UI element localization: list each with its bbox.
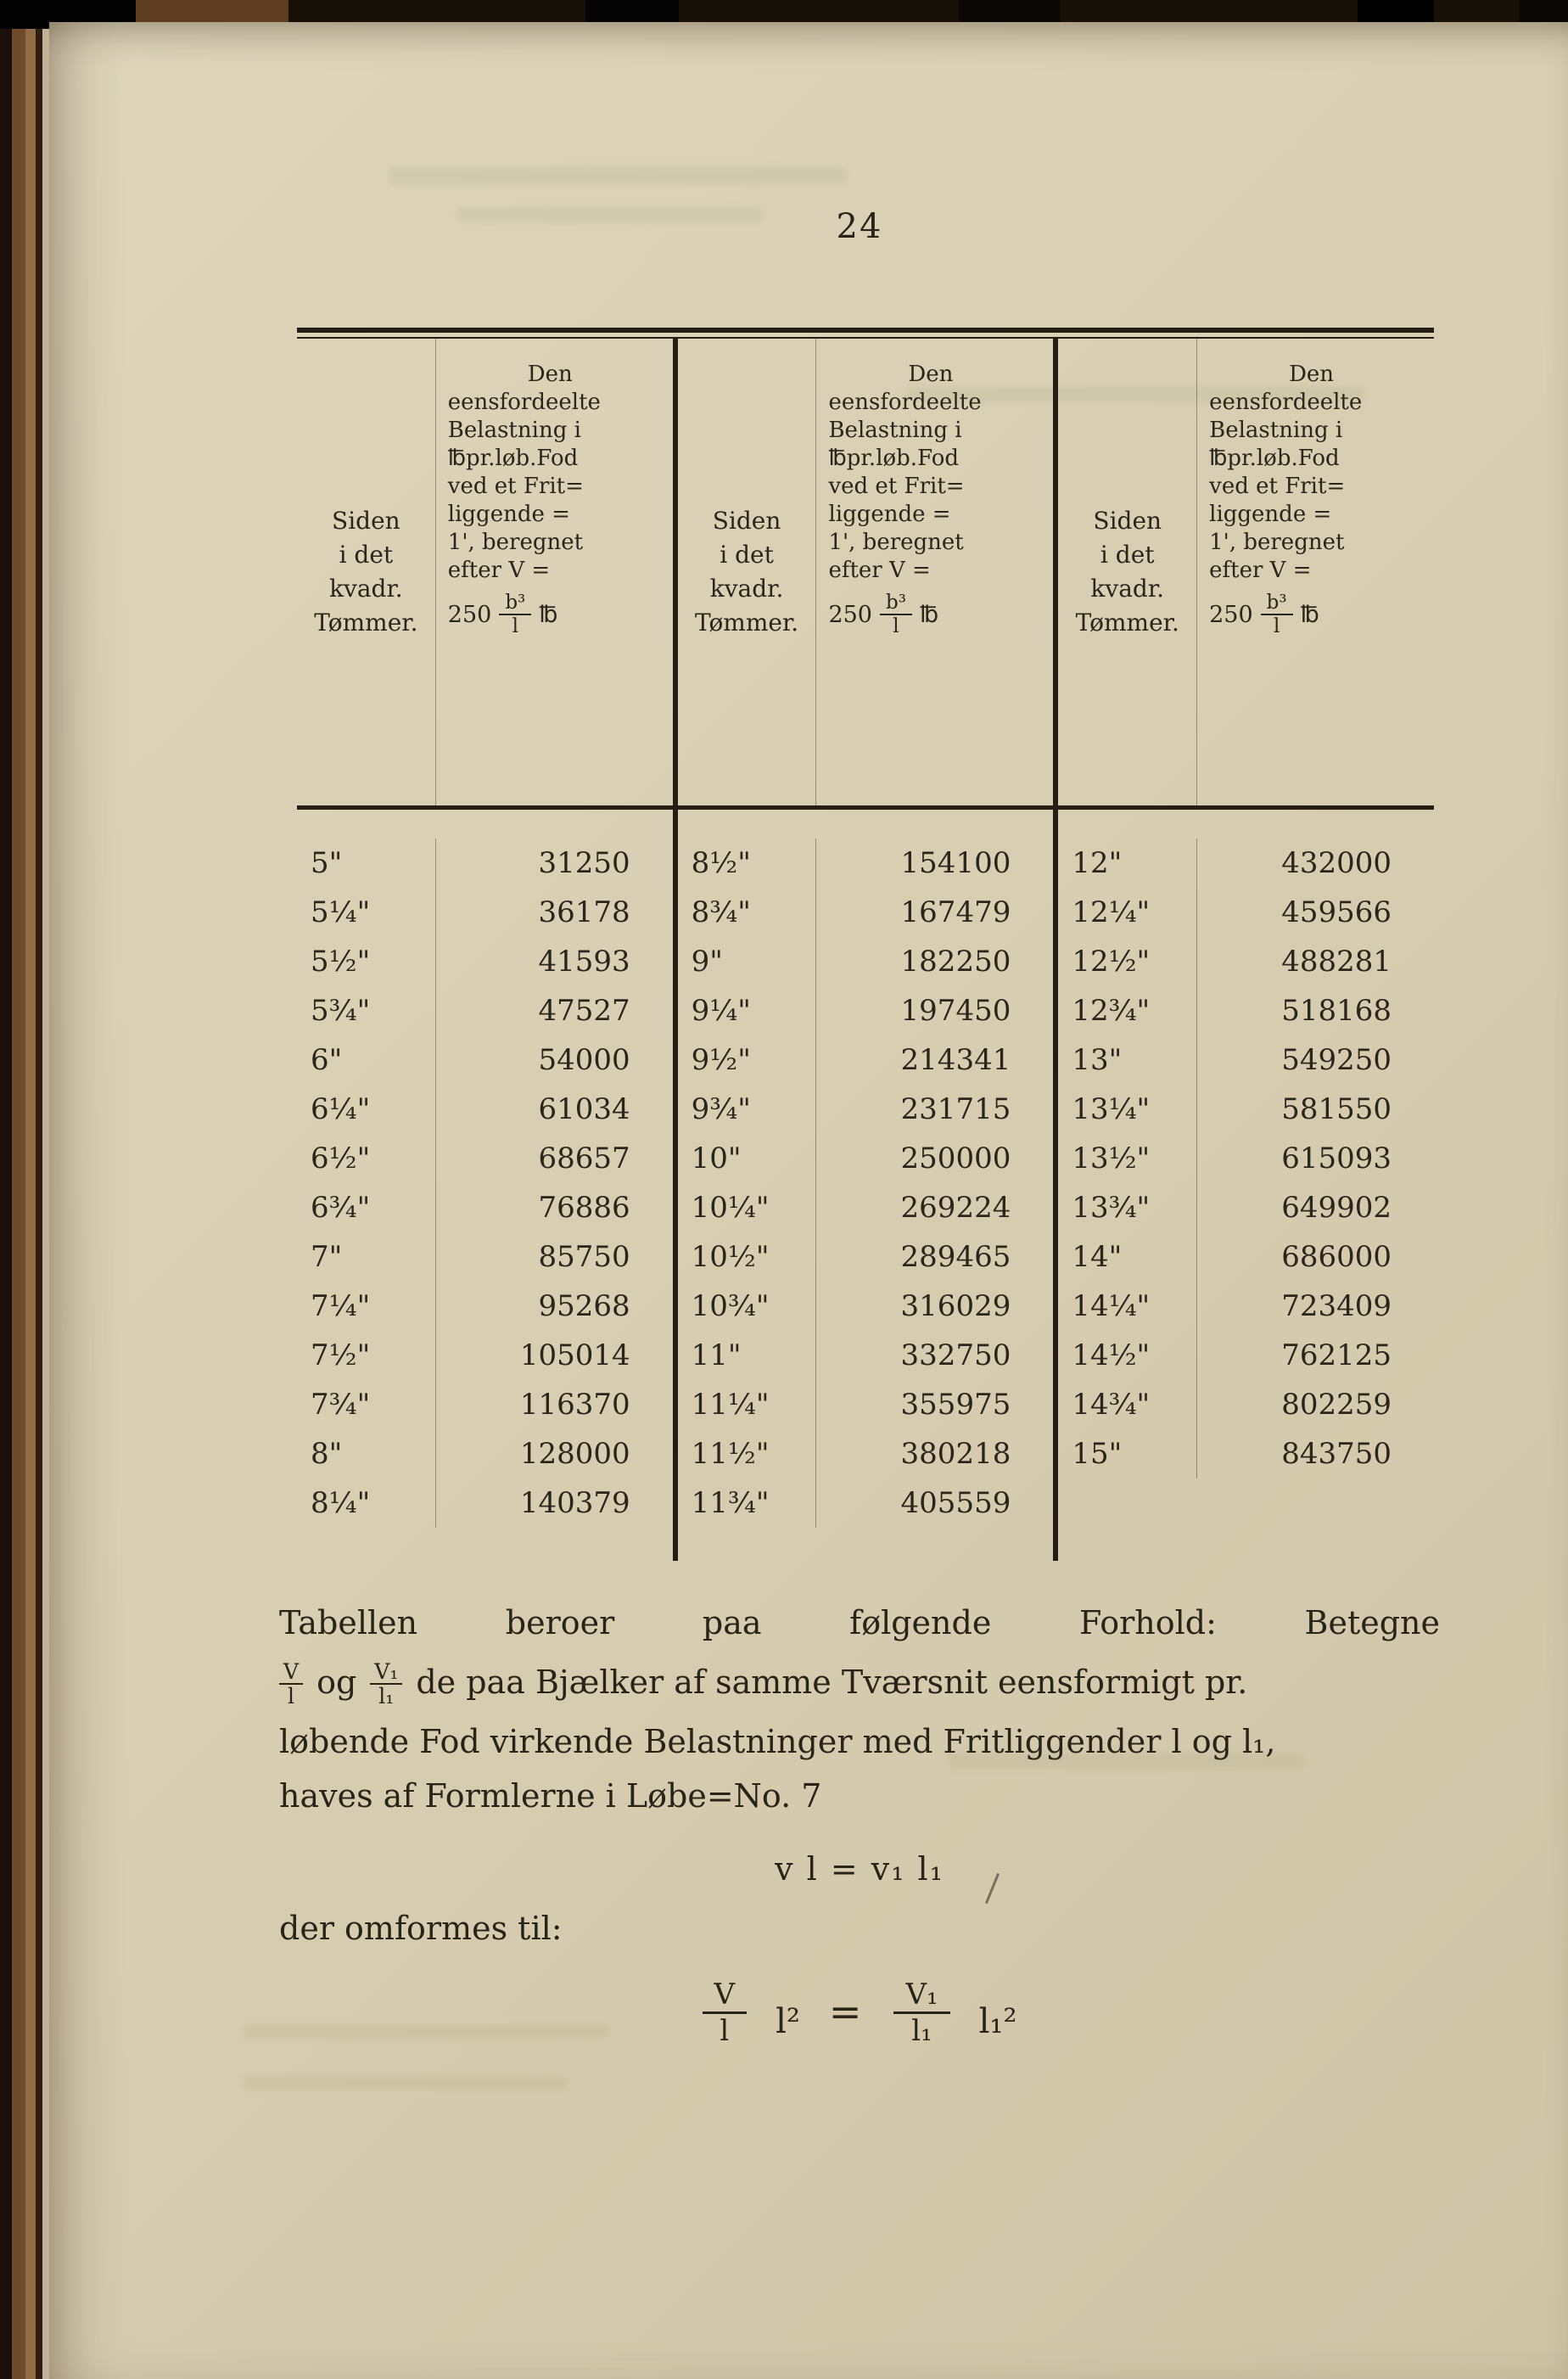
- table-group-3: [1058, 339, 1434, 1561]
- timber-side-cell: 11½": [678, 1429, 817, 1478]
- load-header-line: Belastning i: [1209, 418, 1343, 443]
- load-value-cell: 95268: [538, 1289, 630, 1323]
- timber-side-cell: 5¼": [297, 888, 436, 937]
- load-header-line: 1', beregnet: [447, 530, 584, 555]
- side-header-line: i det: [339, 541, 394, 569]
- timber-side-cell: 13¾": [1058, 1183, 1197, 1232]
- timber-side-cell: 10¼": [678, 1183, 817, 1232]
- display-fraction: [893, 1978, 949, 2048]
- fraction-numerator: b³: [880, 592, 912, 615]
- timber-side-cell: 9": [678, 937, 817, 986]
- table-row: [678, 1331, 1054, 1380]
- timber-side-cell: 9¼": [678, 986, 817, 1035]
- load-value-cell: 85750: [538, 1240, 630, 1274]
- side-column-header: [297, 339, 436, 805]
- table-row: [297, 888, 673, 937]
- load-column-header: [1197, 339, 1434, 805]
- side-header-line: Siden: [712, 507, 781, 535]
- timber-side-cell: 6¾": [297, 1183, 436, 1232]
- table-row: [1058, 1035, 1434, 1085]
- conjunction: og: [316, 1664, 357, 1701]
- table-row: [1058, 1134, 1434, 1183]
- table-row: [678, 1085, 1054, 1134]
- timber-side-cell: 11¼": [678, 1380, 817, 1429]
- table-row: [1058, 986, 1434, 1035]
- table-row: [678, 1183, 1054, 1232]
- table-row: [1058, 1085, 1434, 1134]
- side-header-line: i det: [1100, 541, 1155, 569]
- side-header-line: Siden: [332, 507, 400, 535]
- load-header-line: eensfordeelte: [828, 390, 982, 415]
- timber-side-cell: 8¼": [297, 1478, 436, 1528]
- load-value-cell: 289465: [900, 1240, 1011, 1274]
- binding-strip: [0, 0, 12, 2379]
- table-row: [678, 888, 1054, 937]
- fraction-numerator: b³: [499, 592, 531, 615]
- fraction-denominator: l: [1273, 615, 1280, 637]
- load-value-cell: 214341: [900, 1043, 1011, 1077]
- load-header-line: Den: [527, 362, 573, 387]
- load-value-cell: 41593: [538, 945, 630, 979]
- load-value-cell: 76886: [538, 1191, 630, 1225]
- fraction-numerator: b³: [1261, 592, 1293, 615]
- load-header-line: efter V =: [447, 558, 551, 583]
- fraction-denominator: l: [720, 2014, 730, 2048]
- load-table: [297, 328, 1434, 1561]
- fraction-denominator: l₁: [911, 2014, 932, 2048]
- load-value-cell: 269224: [900, 1191, 1011, 1225]
- formula-fraction: [1261, 592, 1293, 637]
- timber-side-cell: 8¾": [678, 888, 817, 937]
- load-value-cell: 68657: [538, 1142, 630, 1175]
- fraction-denominator: l₁: [378, 1684, 395, 1709]
- timber-side-cell: 10¾": [678, 1282, 817, 1331]
- load-value-cell: 231715: [900, 1092, 1011, 1126]
- formula-display: [279, 1978, 1440, 2048]
- bleed-through-mark: [244, 2076, 567, 2090]
- group-header: [297, 339, 673, 805]
- load-header-line: ved et Frit=: [447, 474, 584, 499]
- load-header-line: Den: [1289, 362, 1335, 387]
- table-row: [1058, 839, 1434, 888]
- table-row: [678, 839, 1054, 888]
- timber-side-cell: 12¼": [1058, 888, 1197, 937]
- header-formula: [828, 592, 1050, 637]
- bleed-through-mark: [389, 166, 847, 185]
- timber-side-cell: 5½": [297, 937, 436, 986]
- load-value-cell: 61034: [538, 1092, 630, 1126]
- timber-side-cell: 5¾": [297, 986, 436, 1035]
- table-row: [297, 1183, 673, 1232]
- fraction-numerator: V: [703, 1978, 748, 2014]
- timber-side-cell: 14¼": [1058, 1282, 1197, 1331]
- load-value-cell: 47527: [538, 994, 630, 1028]
- side-header-line: Siden: [1093, 507, 1162, 535]
- load-header-line: 1', beregnet: [1209, 530, 1345, 555]
- timber-side-cell: 11¾": [678, 1478, 817, 1528]
- load-value-cell: 686000: [1281, 1240, 1392, 1274]
- load-header-line: Belastning i: [447, 418, 581, 443]
- table-row: [297, 986, 673, 1035]
- pound-symbol: ℔: [539, 601, 558, 628]
- formula-coefficient: 250: [828, 601, 872, 628]
- timber-side-cell: 13": [1058, 1035, 1197, 1085]
- table-row: [1058, 937, 1434, 986]
- timber-side-cell: 14¾": [1058, 1380, 1197, 1429]
- side-header-line: i det: [720, 541, 774, 569]
- timber-side-cell: 12": [1058, 839, 1197, 888]
- timber-side-cell: 7½": [297, 1331, 436, 1380]
- binding-strip: [25, 0, 36, 2379]
- paragraph-line: Tabellen beroer paa følgende Forhold: Betegne: [279, 1604, 1440, 1641]
- load-value-cell: 105014: [519, 1338, 630, 1372]
- table-row: [678, 1035, 1054, 1085]
- load-value-cell: 355975: [900, 1388, 1011, 1422]
- table-row: [678, 1429, 1054, 1478]
- table-row: [678, 1282, 1054, 1331]
- book-top-edge: [0, 0, 1568, 22]
- table-row: [1058, 1183, 1434, 1232]
- timber-side-cell: 15": [1058, 1429, 1197, 1478]
- group-header: [1058, 339, 1434, 805]
- load-header-line: ved et Frit=: [828, 474, 965, 499]
- timber-side-cell: 10½": [678, 1232, 817, 1282]
- load-value-cell: 380218: [900, 1437, 1011, 1471]
- load-value-cell: 197450: [900, 994, 1011, 1028]
- timber-side-cell: 8½": [678, 839, 817, 888]
- timber-side-cell: 14½": [1058, 1331, 1197, 1380]
- load-value-cell: 459566: [1281, 895, 1392, 929]
- load-header-line: efter V =: [828, 558, 931, 583]
- timber-side-cell: 7": [297, 1232, 436, 1282]
- load-header-line: ℔pr.løb.Fod: [1209, 446, 1340, 471]
- table-row: [678, 937, 1054, 986]
- load-header-line: Belastning i: [828, 418, 962, 443]
- side-column-header: [1058, 339, 1197, 805]
- paragraph-line: løbende Fod virkende Belastninger med Fritliggender l og l₁,: [279, 1723, 1276, 1760]
- pound-symbol: ℔: [1300, 601, 1319, 628]
- load-value-cell: 54000: [538, 1043, 630, 1077]
- table-row: [297, 1478, 673, 1528]
- cover-edge: [136, 0, 288, 24]
- load-header-line: eensfordeelte: [447, 390, 601, 415]
- table-group-2: [678, 339, 1054, 1561]
- side-column-header: [678, 339, 817, 805]
- table-row: [297, 1232, 673, 1282]
- display-fraction: [703, 1978, 748, 2048]
- load-header-line: eensfordeelte: [1209, 390, 1363, 415]
- inline-fraction: [370, 1660, 402, 1708]
- timber-side-cell: 6½": [297, 1134, 436, 1183]
- load-header-line: ℔pr.løb.Fod: [828, 446, 959, 471]
- load-value-cell: 250000: [900, 1142, 1011, 1175]
- table-rows: [678, 810, 1054, 1528]
- load-value-cell: 182250: [900, 945, 1011, 979]
- load-value-cell: 36178: [538, 895, 630, 929]
- timber-side-cell: 5": [297, 839, 436, 888]
- group-header: [678, 339, 1054, 805]
- timber-side-cell: 7¾": [297, 1380, 436, 1429]
- side-header-line: Tømmer.: [314, 609, 418, 637]
- table-columns: [297, 339, 1434, 1561]
- table-row: [297, 1429, 673, 1478]
- table-row: [678, 1478, 1054, 1528]
- timber-side-cell: 12½": [1058, 937, 1197, 986]
- side-header-line: kvadr.: [1090, 575, 1165, 603]
- side-header-line: kvadr.: [709, 575, 784, 603]
- pound-symbol: ℔: [919, 601, 939, 628]
- table-row: [297, 1134, 673, 1183]
- table-row: [1058, 888, 1434, 937]
- page-number: 24: [836, 207, 883, 246]
- formula-coefficient: 250: [447, 601, 492, 628]
- formula-vl: v l = v₁ l₁: [775, 1850, 944, 1888]
- load-value-cell: 581550: [1281, 1092, 1392, 1126]
- table-row: [678, 986, 1054, 1035]
- table-rows: [297, 810, 673, 1528]
- load-value-cell: 649902: [1281, 1191, 1392, 1225]
- timber-side-cell: 6¼": [297, 1085, 436, 1134]
- formula-fraction: [880, 592, 912, 637]
- table-row: [297, 1380, 673, 1429]
- load-value-cell: 116370: [519, 1388, 630, 1422]
- table-row: [297, 937, 673, 986]
- load-value-cell: 167479: [900, 895, 1011, 929]
- binding-strip: [12, 0, 25, 2379]
- binding-strip: [36, 0, 42, 2379]
- table-row: [1058, 1232, 1434, 1282]
- body-text: [279, 1596, 1440, 2048]
- table-row: [297, 839, 673, 888]
- table-group-1: [297, 339, 673, 1561]
- table-row: [678, 1134, 1054, 1183]
- timber-side-cell: 8": [297, 1429, 436, 1478]
- table-row: [1058, 1331, 1434, 1380]
- fraction-denominator: l: [893, 615, 899, 637]
- header-formula: [448, 592, 669, 637]
- load-value-cell: 762125: [1281, 1338, 1392, 1372]
- table-row: [678, 1232, 1054, 1282]
- load-header-line: liggende =: [447, 502, 570, 527]
- table-row: [678, 1380, 1054, 1429]
- load-value-cell: 802259: [1281, 1388, 1392, 1422]
- table-row: [297, 1331, 673, 1380]
- timber-side-cell: 6": [297, 1035, 436, 1085]
- timber-side-cell: 10": [678, 1134, 817, 1183]
- load-value-cell: 615093: [1281, 1142, 1392, 1175]
- fraction-denominator: l: [512, 615, 518, 637]
- load-header-line: liggende =: [1209, 502, 1332, 527]
- load-value-cell: 31250: [538, 846, 630, 880]
- load-value-cell: 723409: [1281, 1289, 1392, 1323]
- load-header-line: Den: [908, 362, 954, 387]
- side-header-line: Tømmer.: [1075, 609, 1179, 637]
- load-value-cell: 432000: [1281, 846, 1392, 880]
- table-row: [1058, 1380, 1434, 1429]
- page-stack-edge: [42, 0, 49, 2379]
- inline-fraction: [279, 1660, 303, 1708]
- side-header-line: kvadr.: [329, 575, 403, 603]
- load-value-cell: 518168: [1281, 994, 1392, 1028]
- table-rows: [1058, 810, 1434, 1478]
- load-value-cell: 140379: [519, 1486, 630, 1520]
- table-row: [297, 1035, 673, 1085]
- timber-side-cell: 13½": [1058, 1134, 1197, 1183]
- table-row: [297, 1085, 673, 1134]
- factor-term: l₁²: [978, 2001, 1017, 2041]
- formula-coefficient: 250: [1209, 601, 1253, 628]
- paragraph-text: de paa Bjælker af samme Tværsnit eensformigt pr.: [416, 1664, 1248, 1701]
- timber-side-cell: 7¼": [297, 1282, 436, 1331]
- timber-side-cell: 12¾": [1058, 986, 1197, 1035]
- fraction-denominator: l: [288, 1684, 295, 1709]
- side-header-line: Tømmer.: [694, 609, 799, 637]
- table-row: [1058, 1429, 1434, 1478]
- load-value-cell: 843750: [1281, 1437, 1392, 1471]
- equals-sign: =: [828, 1988, 865, 2034]
- load-column-header: [816, 339, 1053, 805]
- load-value-cell: 405559: [900, 1486, 1011, 1520]
- fraction-numerator: V₁: [893, 1978, 949, 2014]
- load-header-line: ved et Frit=: [1209, 474, 1346, 499]
- load-value-cell: 332750: [900, 1338, 1011, 1372]
- load-header-line: ℔pr.løb.Fod: [447, 446, 579, 471]
- timber-side-cell: 13¼": [1058, 1085, 1197, 1134]
- table-row: [297, 1282, 673, 1331]
- fraction-numerator: V₁: [370, 1660, 402, 1685]
- load-header-line: efter V =: [1209, 558, 1312, 583]
- formula-fraction: [499, 592, 531, 637]
- header-formula: [1209, 592, 1431, 637]
- load-column-header: [436, 339, 673, 805]
- load-value-cell: 128000: [519, 1437, 630, 1471]
- fraction-numerator: V: [279, 1660, 303, 1685]
- paragraph-line: haves af Formlerne i Løbe=No. 7: [279, 1777, 822, 1815]
- load-value-cell: 316029: [900, 1289, 1011, 1323]
- table-row: [1058, 1282, 1434, 1331]
- book-page: [49, 22, 1568, 2379]
- load-value-cell: 549250: [1281, 1043, 1392, 1077]
- table-top-rule: [297, 328, 1434, 333]
- factor-term: l²: [776, 2001, 800, 2041]
- paragraph-line-with-fractions: [279, 1650, 1440, 1714]
- transition-text: der omformes til:: [279, 1910, 563, 1947]
- load-value-cell: 488281: [1281, 945, 1392, 979]
- timber-side-cell: 9½": [678, 1035, 817, 1085]
- load-header-line: liggende =: [828, 502, 951, 527]
- load-value-cell: 154100: [900, 846, 1011, 880]
- timber-side-cell: 14": [1058, 1232, 1197, 1282]
- timber-side-cell: 11": [678, 1331, 817, 1380]
- load-header-line: 1', beregnet: [828, 530, 964, 555]
- timber-side-cell: 9¾": [678, 1085, 817, 1134]
